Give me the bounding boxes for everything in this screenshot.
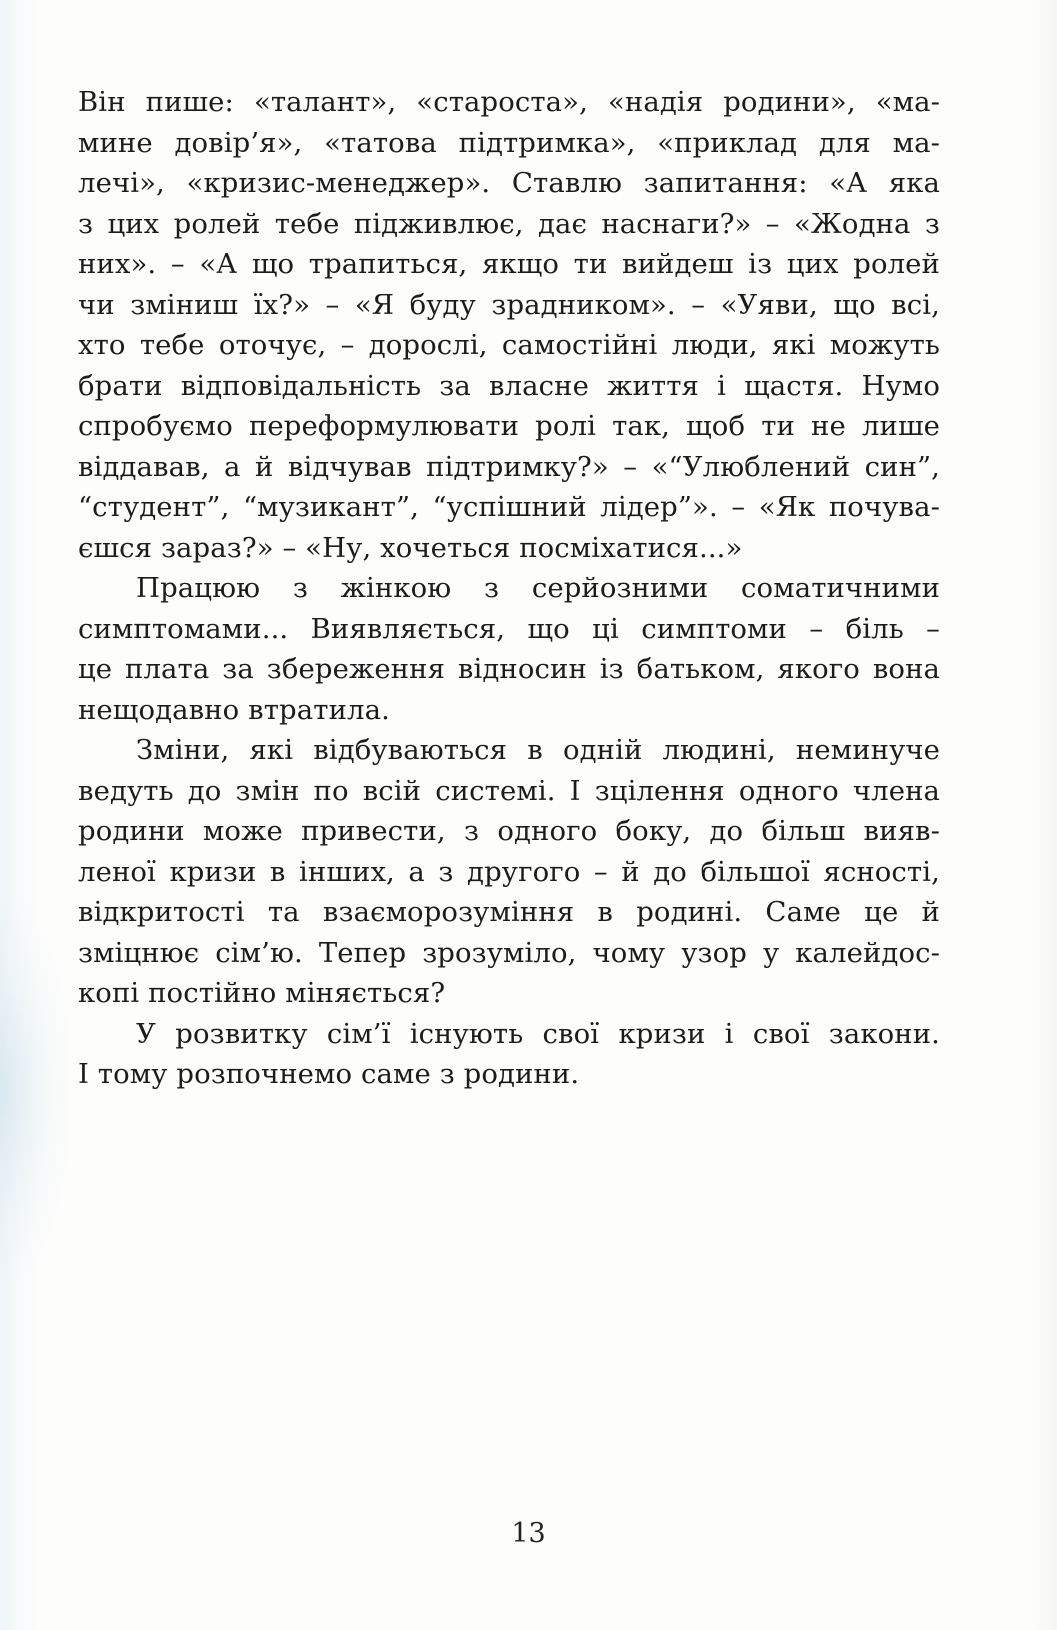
- text-line: чи зміниш їх?» – «Я буду зрадником». – «Уяви, що всі,: [78, 288, 940, 321]
- text-line: брати відповідальність за власне життя і щастя. Нумо: [78, 369, 940, 402]
- text-line: Зміни, які відбуваються в одній людині, неминуче: [136, 734, 940, 766]
- text-line: “студент”, “музикант”, “успішний лідер”». – «Як почува-: [78, 491, 940, 523]
- text-line: з цих ролей тебе підживлює, дає наснаги?» – «Жодна з: [78, 207, 940, 240]
- text-line: копі постійно міняється?: [78, 977, 446, 1009]
- paragraph-4: [78, 1014, 940, 1095]
- text-line: зміцнює сім’ю. Тепер зрозуміло, чому узор у калейдос-: [78, 936, 940, 969]
- text-line: них». – «А що трапиться, якщо ти вийдеш із цих ролей: [78, 248, 940, 280]
- text-line: це плата за збереження відносин із батьком, якого вона: [78, 653, 940, 685]
- text-line: ведуть до змін по всій системі. І зцілення одного члена: [78, 774, 940, 807]
- text-line: родини може привести, з одного боку, до більш вияв-: [78, 815, 940, 847]
- text-line: нещодавно втратила.: [78, 693, 390, 726]
- body-text: [78, 82, 940, 1095]
- text-line: Працюю з жінкою з серйозними соматичними: [136, 572, 940, 604]
- text-line: Він пише: «талант», «староста», «надія родини», «ма-: [78, 86, 940, 118]
- page-edge-shadow: [0, 900, 70, 1280]
- text-line: мине довір’я», «татова підтримка», «приклад для ма-: [78, 126, 940, 159]
- text-line: хто тебе оточує, – дорослі, самостійні люди, які можуть: [78, 329, 940, 361]
- text-line: єшся зараз?» – «Ну, хочеться посміхатися...»: [78, 531, 743, 564]
- text-line: віддавав, а й відчував підтримку?» – «“Улюблений син”,: [78, 450, 940, 483]
- text-line: леної кризи в інших, а з другого – й до більшої ясності,: [78, 855, 940, 888]
- text-line: симптомами... Виявляється, що ці симптоми – біль –: [78, 612, 940, 645]
- text-line: лечі», «кризис-менеджер». Ставлю запитання: «А яка: [78, 167, 940, 199]
- paragraph-1: [78, 82, 940, 568]
- paragraph-2: [78, 568, 940, 730]
- text-line: спробуємо переформулювати ролі так, щоб ти не лише: [78, 410, 940, 442]
- paragraph-3: [78, 730, 940, 1014]
- page-number: 13: [511, 1518, 546, 1549]
- text-line: відкритості та взаєморозуміння в родині. Саме це й: [78, 896, 940, 928]
- text-line: І тому розпочнемо саме з родини.: [78, 1058, 580, 1090]
- text-line: У розвитку сім’ї існують свої кризи і свої закони.: [136, 1017, 940, 1050]
